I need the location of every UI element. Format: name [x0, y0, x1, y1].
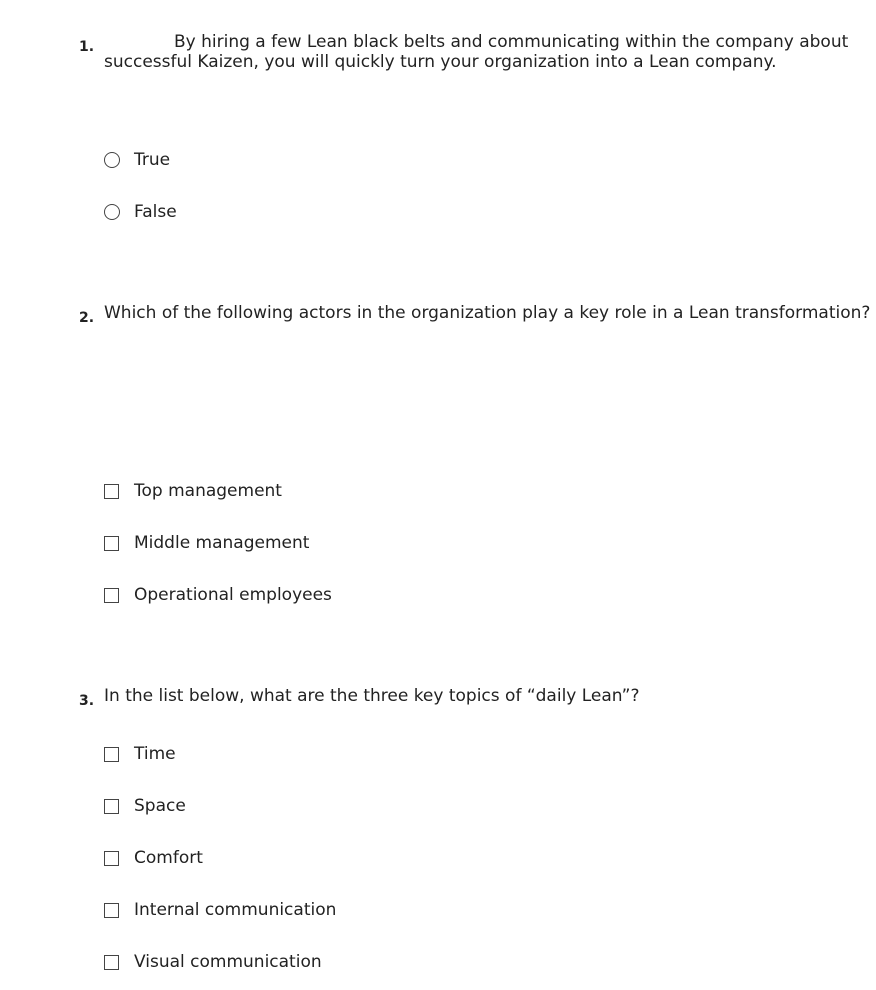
radio-button[interactable] — [104, 204, 120, 220]
option-label: True — [134, 150, 171, 170]
option-middle-management[interactable] — [104, 532, 309, 554]
checkbox[interactable] — [104, 955, 119, 970]
checkbox[interactable] — [104, 588, 119, 603]
option-time[interactable] — [104, 743, 176, 765]
question-text — [104, 32, 848, 72]
checkbox[interactable] — [104, 851, 119, 866]
question-text-line-2: successful Kaizen, you will quickly turn your organization into a Lean company. — [104, 52, 777, 72]
checkbox[interactable] — [104, 799, 119, 814]
checkbox[interactable] — [104, 536, 119, 551]
question-text: Which of the following actors in the organization play a key role in a Lean transformation? — [104, 303, 871, 323]
option-internal-communication[interactable] — [104, 899, 336, 921]
option-label: Visual communication — [134, 952, 322, 972]
option-label: False — [134, 202, 177, 222]
option-label: Middle management — [134, 533, 310, 553]
question-number: 3. — [79, 693, 95, 709]
option-label: Top management — [134, 481, 282, 501]
option-label: Comfort — [134, 848, 203, 868]
radio-button[interactable] — [104, 152, 120, 168]
option-label: Time — [134, 744, 176, 764]
checkbox[interactable] — [104, 747, 119, 762]
question-text-line-1: By hiring a few Lean black belts and communicating within the company about — [174, 32, 849, 52]
checkbox[interactable] — [104, 484, 119, 499]
option-label: Operational employees — [134, 585, 332, 605]
option-true[interactable] — [104, 149, 170, 171]
option-false[interactable] — [104, 201, 177, 223]
option-label: Internal communication — [134, 900, 337, 920]
checkbox[interactable] — [104, 903, 119, 918]
question-number: 2. — [79, 310, 95, 326]
option-top-management[interactable] — [104, 480, 282, 502]
question-number: 1. — [79, 39, 95, 55]
option-label: Space — [134, 796, 186, 816]
option-operational-employees[interactable] — [104, 584, 332, 606]
option-space[interactable] — [104, 795, 186, 817]
option-comfort[interactable] — [104, 847, 203, 869]
question-text: In the list below, what are the three key topics of “daily Lean”? — [104, 686, 640, 706]
option-visual-communication[interactable] — [104, 951, 322, 973]
